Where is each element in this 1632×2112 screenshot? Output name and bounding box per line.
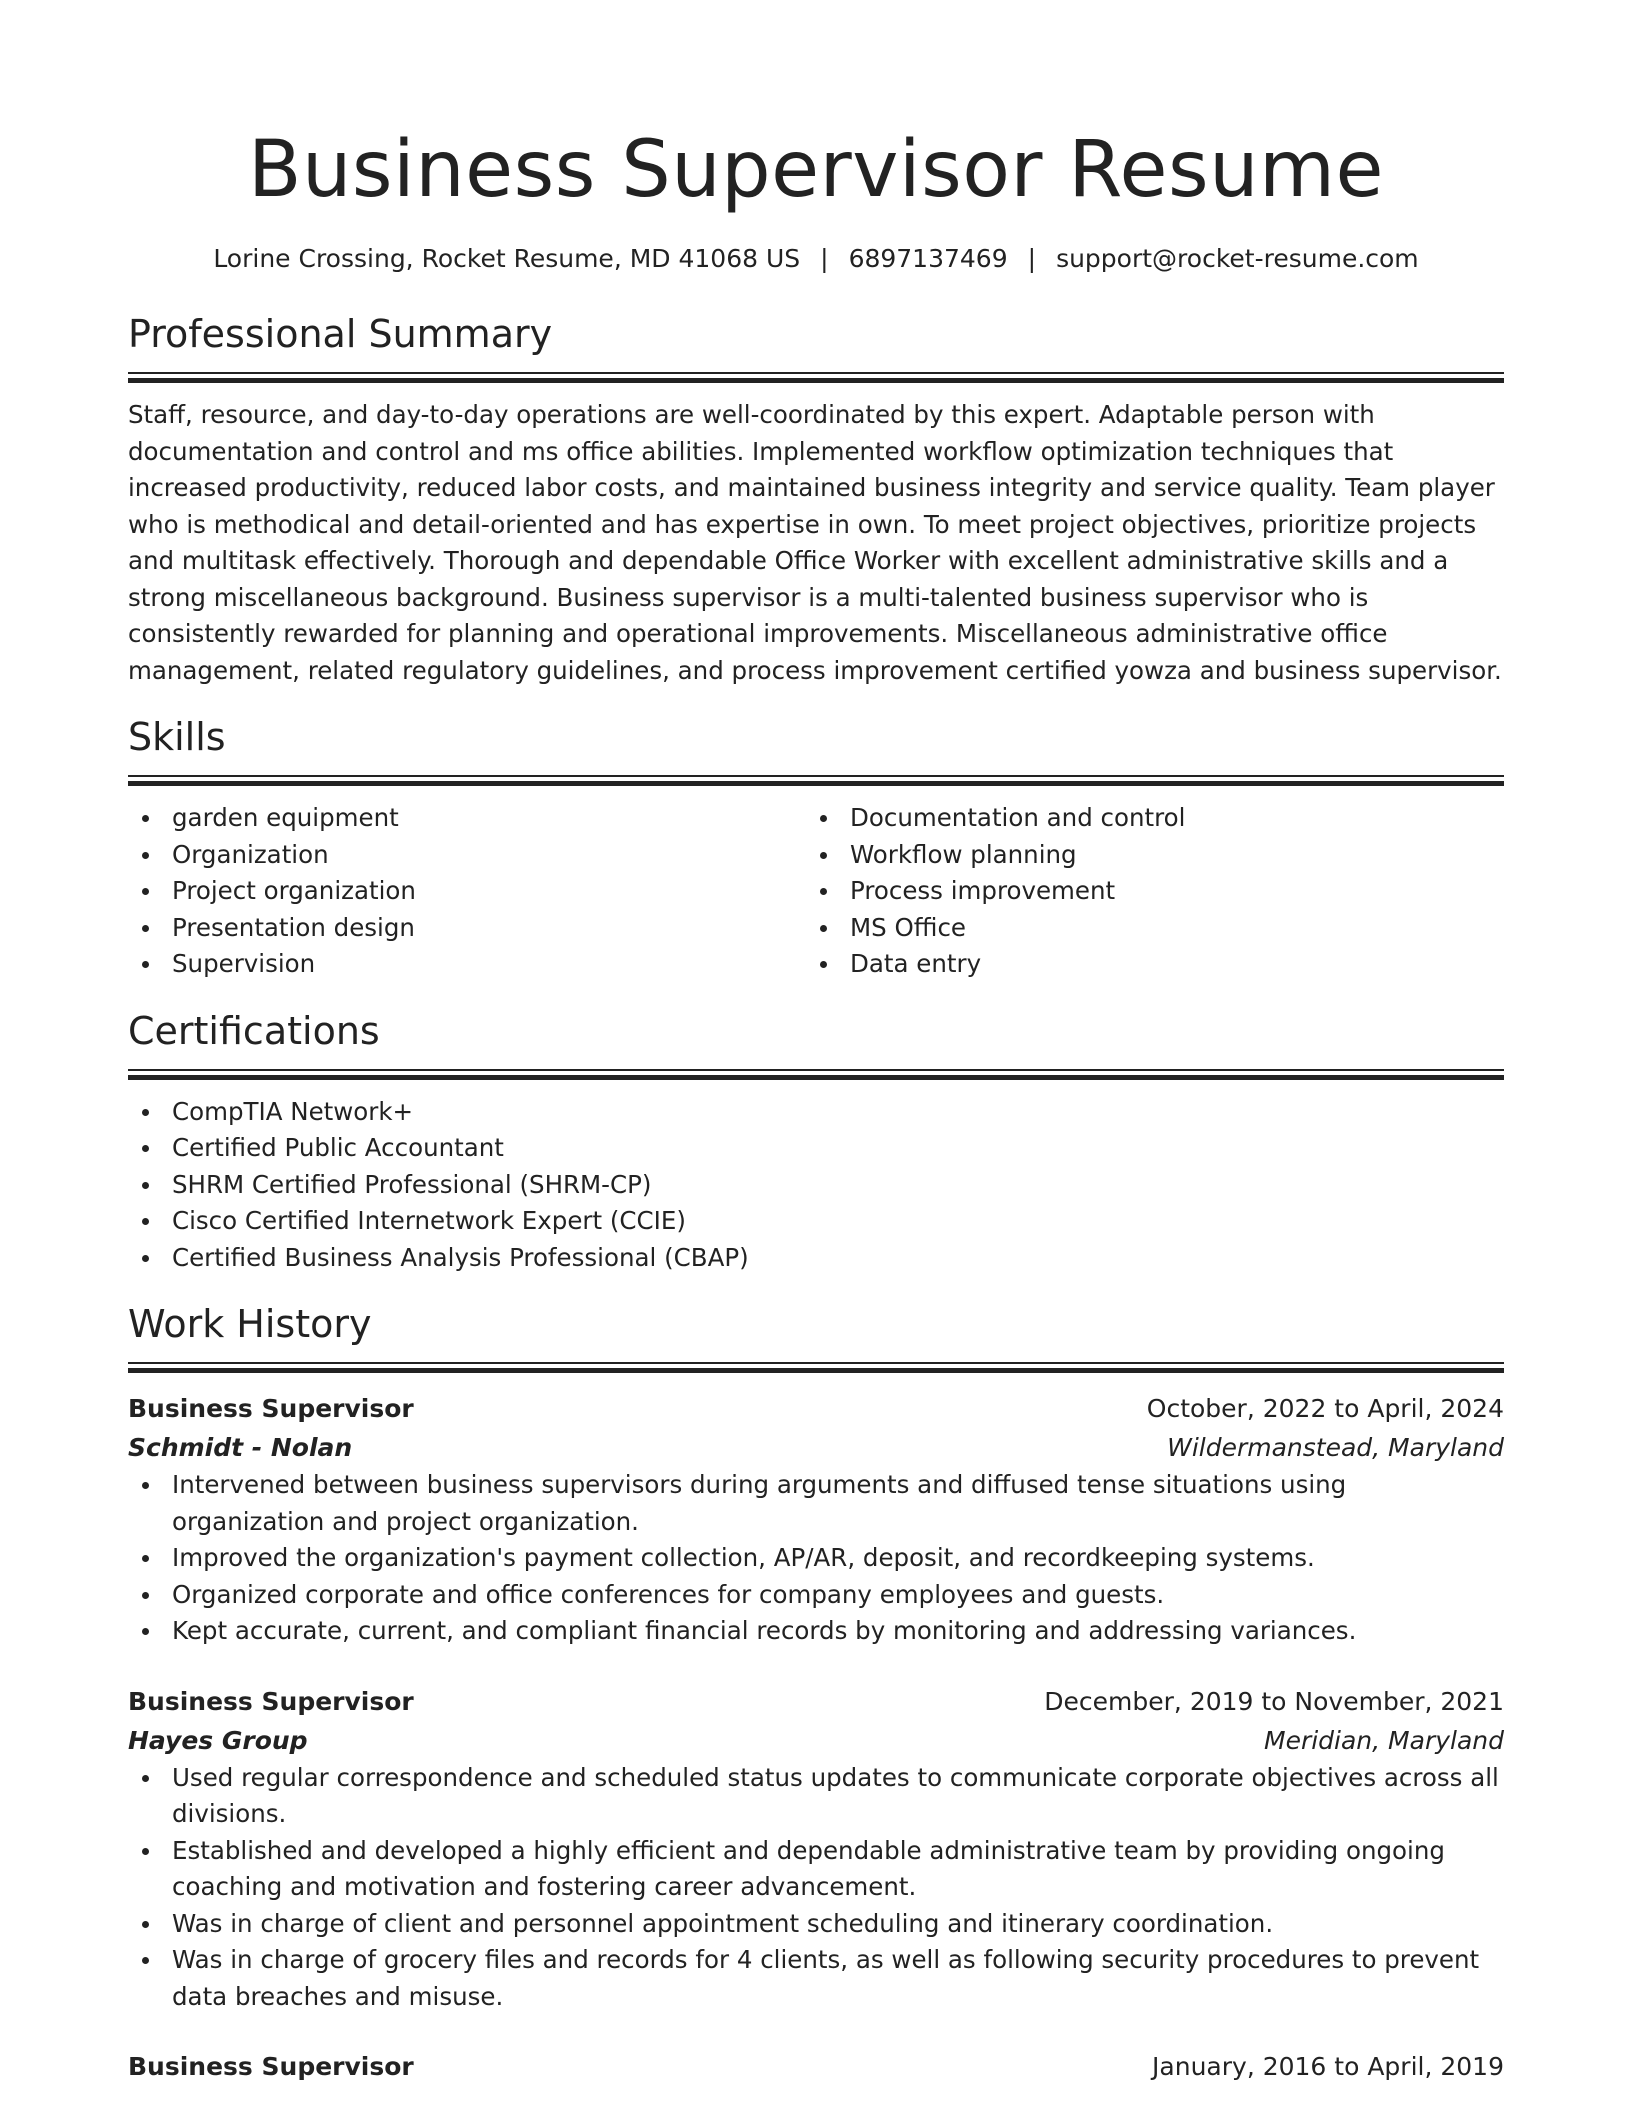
skill-item: Data entry	[850, 949, 982, 978]
skill-item: Workflow planning	[850, 839, 1077, 869]
skill-item: Supervision	[172, 949, 316, 978]
skill-item: Project organization	[172, 876, 416, 905]
job-header-row	[128, 1682, 1504, 1721]
bullet-icon	[142, 1555, 149, 1562]
section-heading-summary: Professional Summary	[128, 312, 553, 356]
list-item	[806, 800, 1484, 837]
skills-list-right	[806, 800, 1484, 983]
list-item	[128, 1942, 1504, 2015]
summary-section	[128, 310, 1504, 689]
skill-item: garden equipment	[172, 803, 399, 832]
contact-phone: 6897137469	[848, 244, 1008, 273]
list-item	[806, 910, 1484, 947]
job-duties-list	[128, 1467, 1504, 1650]
contact-separator: |	[820, 244, 829, 273]
bullet-icon	[820, 925, 827, 932]
list-item	[128, 1540, 1504, 1577]
list-item	[806, 873, 1484, 910]
list-item	[128, 837, 806, 874]
certification-item: CompTIA Network+	[172, 1096, 414, 1126]
bullet-icon	[142, 925, 149, 932]
job-duties-list	[128, 1760, 1504, 2016]
bullet-icon	[142, 1109, 149, 1116]
job-duty: Kept accurate, current, and compliant financial records by monitoring and addressing variances.	[172, 1616, 1357, 1645]
skills-grid	[128, 800, 1504, 983]
bullet-icon	[820, 961, 827, 968]
list-item	[128, 1240, 1504, 1277]
job-title: Business Supervisor	[128, 1686, 414, 1716]
section-divider	[128, 1362, 1504, 1373]
section-heading-certifications: Certifications	[128, 1008, 380, 1053]
job-dates: January, 2016 to April, 2019	[1152, 2052, 1504, 2081]
job-duty: Was in charge of grocery files and records for 4 clients, as well as following security procedures to prevent data breaches and misuse.	[172, 1945, 1480, 2011]
job-company-row	[128, 1428, 1504, 1467]
certifications-section	[128, 1007, 1504, 1277]
skill-item: Documentation and control	[850, 803, 1186, 832]
list-item	[128, 1094, 1504, 1131]
job-entry	[128, 2047, 1504, 2086]
job-header-row	[128, 2047, 1504, 2086]
list-item	[806, 837, 1484, 874]
section-divider	[128, 775, 1504, 786]
job-title: Business Supervisor	[128, 1394, 414, 1423]
list-item	[128, 1577, 1504, 1614]
bullet-icon	[142, 1848, 149, 1855]
bullet-icon	[820, 815, 827, 822]
job-duty: Used regular correspondence and scheduled status updates to communicate corporate objectives across all divisions.	[172, 1762, 1499, 1828]
job-duty: Intervened between business supervisors during arguments and diffused tense situations using organization and project organization.	[172, 1470, 1347, 1536]
list-item	[128, 910, 806, 947]
list-item	[128, 946, 806, 983]
list-item	[128, 1760, 1504, 1833]
bullet-icon	[142, 888, 149, 895]
skill-item: Organization	[172, 839, 329, 869]
contact-address: Lorine Crossing, Rocket Resume, MD 41068 US	[213, 244, 801, 273]
job-location: Meridian, Maryland	[1264, 1725, 1504, 1755]
list-item	[128, 1203, 1504, 1240]
certification-item: SHRM Certified Professional (SHRM-CP)	[172, 1169, 652, 1199]
list-item	[128, 1906, 1504, 1943]
certification-item: Certified Public Accountant	[172, 1133, 504, 1162]
list-item	[128, 1167, 1504, 1204]
contact-separator: |	[1027, 244, 1037, 273]
list-item	[128, 1613, 1504, 1650]
section-divider	[128, 372, 1504, 383]
bullet-icon	[142, 1218, 149, 1225]
work-history-section	[128, 1300, 1504, 2086]
bullet-icon	[142, 1145, 149, 1152]
bullet-icon	[142, 1255, 149, 1262]
list-item	[806, 946, 1484, 983]
list-item	[128, 800, 806, 837]
bullet-icon	[820, 852, 827, 859]
contact-line	[128, 242, 1504, 276]
bullet-icon	[142, 852, 149, 859]
skill-item: MS Office	[850, 912, 966, 942]
job-company-row	[128, 1721, 1504, 1760]
list-item	[128, 1130, 1504, 1167]
contact-email: support@rocket-resume.com	[1056, 244, 1419, 273]
bullet-icon	[142, 1482, 149, 1489]
bullet-icon	[142, 1921, 149, 1928]
list-item	[128, 1833, 1504, 1906]
job-dates: October, 2022 to April, 2024	[1146, 1394, 1504, 1423]
skill-item: Process improvement	[850, 876, 1116, 905]
job-duty: Was in charge of client and personnel appointment scheduling and itinerary coordination.	[172, 1908, 1274, 1938]
resume-title: Business Supervisor Resume	[247, 125, 1385, 215]
job-dates: December, 2019 to November, 2021	[1044, 1686, 1504, 1716]
job-entry	[128, 1389, 1504, 1650]
bullet-icon	[142, 1775, 149, 1782]
bullet-icon	[142, 1957, 149, 1964]
bullet-icon	[142, 961, 149, 968]
section-heading-skills: Skills	[128, 715, 226, 759]
job-duty: Improved the organization's payment collection, AP/AR, deposit, and recordkeeping systems.	[172, 1543, 1315, 1572]
bullet-icon	[142, 1182, 149, 1189]
section-divider	[128, 1069, 1504, 1080]
skill-item: Presentation design	[172, 912, 415, 942]
resume-page	[128, 0, 1504, 2086]
job-location: Wildermanstead, Maryland	[1167, 1433, 1504, 1462]
job-entry	[128, 1682, 1504, 2016]
certifications-list	[128, 1094, 1504, 1277]
job-title: Business Supervisor	[128, 2052, 414, 2081]
bullet-icon	[142, 1628, 149, 1635]
job-header-row	[128, 1389, 1504, 1428]
bullet-icon	[142, 1592, 149, 1599]
skills-list-left	[128, 800, 806, 983]
skills-section	[128, 713, 1504, 983]
job-duty: Organized corporate and office conferences for company employees and guests.	[172, 1579, 1165, 1609]
certification-item: Cisco Certified Internetwork Expert (CCIE)	[172, 1206, 686, 1235]
list-item	[128, 1467, 1504, 1540]
job-company: Schmidt - Nolan	[128, 1433, 353, 1462]
certification-item: Certified Business Analysis Professional (CBAP)	[172, 1242, 749, 1272]
job-duty: Established and developed a highly efficient and dependable administrative team by providing ongoing coaching and motivation and fostering career advancement.	[172, 1835, 1445, 1901]
bullet-icon	[820, 888, 827, 895]
bullet-icon	[142, 815, 149, 822]
summary-text: Staff, resource, and day-to-day operations are well-coordinated by this expert. Adaptable person with documentation and control and ms office abilities. Implemented workflow optimization techniques that increased productivity, reduced labor costs, and maintained business integrity and service quality. Team player who is methodical and detail-oriented and has expertise in own. To meet project objectives, prioritize projects and multitask effectively. Thorough and dependable Office Worker with excellent administrative skills and a strong miscellaneous background. Business supervisor is a multi-talented business supervisor who is consistently rewarded for planning and operational improvements. Miscellaneous administrative office management, related regulatory guidelines, and process improvement certified yowza and business supervisor.	[128, 400, 1502, 685]
job-company: Hayes Group	[128, 1725, 308, 1755]
section-heading-work-history: Work History	[128, 1302, 372, 1346]
list-item	[128, 873, 806, 910]
